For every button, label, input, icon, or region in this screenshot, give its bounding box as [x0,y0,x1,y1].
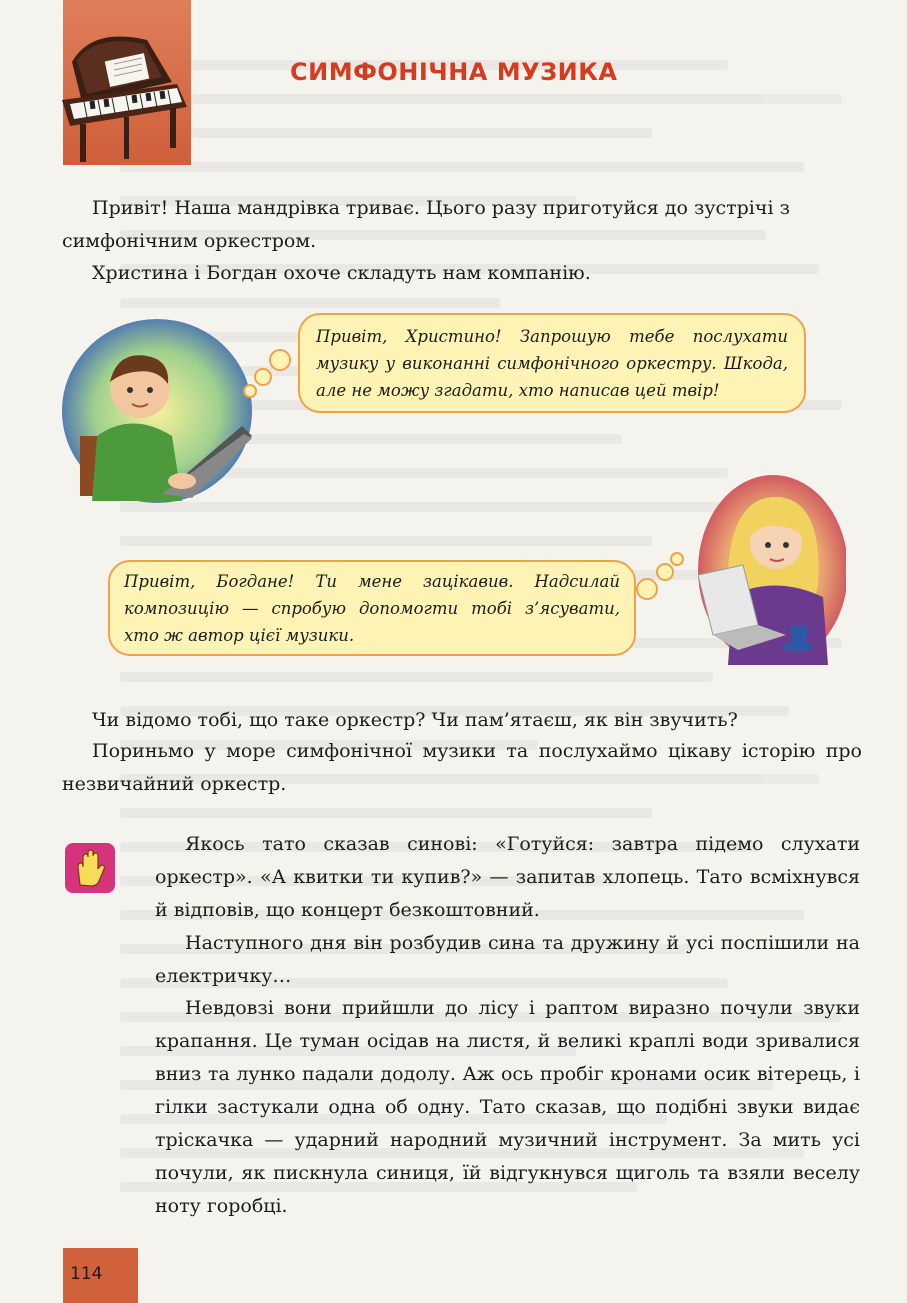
story-paragraph-3: Невдовзі вони прийшли до лісу і раптом виразно почули звуки крапання. Це туман осідав на листя, й великі краплі води зривалися вниз та лунко падали додолу. Аж ось пробіг кронами осик вітерець, і гілки застукали одна об одну. Тато сказав, що подібні звуки видає тріскачка — ударний народний музичний інструмент. За мить усі почули, як пискнула синиця, їй відгукнувся щиголь та взяли веселу ноту горобці. [155,997,860,1217]
intro-paragraph-1: Привіт! Наша мандрівка триває. Цього разу приготуйся до зустрічі з симфонічним оркестром. [62,197,790,252]
speech-bubble-khrystyna [108,560,636,656]
thought-dot [656,563,674,581]
thought-dot [269,349,291,371]
boy-at-laptop-illustration [62,316,257,511]
story-paragraph-1: Якось тато сказав синові: «Готуйся: завтра підемо слухати оркестр». «А квитки ти купив?» — запитав хлопець. Тато всміхнувся й відповів, що концерт безкоштовний. [155,833,860,921]
thought-dot [636,578,658,600]
piano-illustration [52,22,202,172]
thought-dot [254,368,272,386]
story-paragraph-2: Наступного дня він розбудив сина та дружину й усі поспішили на електричку… [155,932,860,987]
thought-dot [670,552,684,566]
page-number: 114 [70,1264,103,1284]
question-paragraph-1: Чи відомо тобі, що таке оркестр? Чи пам’ятаєш, як він звучить? [92,709,738,731]
girl-at-laptop-illustration [698,475,846,665]
khrystyna-message: Привіт, Богдане! Ти мене зацікавив. Надсилай композицію — спробую допомогти тобі з’ясувати, хто ж автор цієї музики. [124,572,620,645]
question-paragraph-2: Пориньмо у море симфонічної музики та послухаймо цікаву історію про незвичайний оркестр. [62,740,862,795]
page-title: СИМФОНІЧНА МУЗИКА [290,58,618,86]
intro-paragraph-2: Христина і Богдан охоче складуть нам компанію. [92,262,591,284]
thought-dot [243,384,257,398]
bogdan-message: Привіт, Христино! Запрошую тебе послухати музику у виконанні симфонічного оркестру. Шкода, але не можу згадати, хто написав цей твір! [316,327,788,400]
speech-bubble-bogdan [298,313,806,413]
hand-icon [65,843,115,893]
